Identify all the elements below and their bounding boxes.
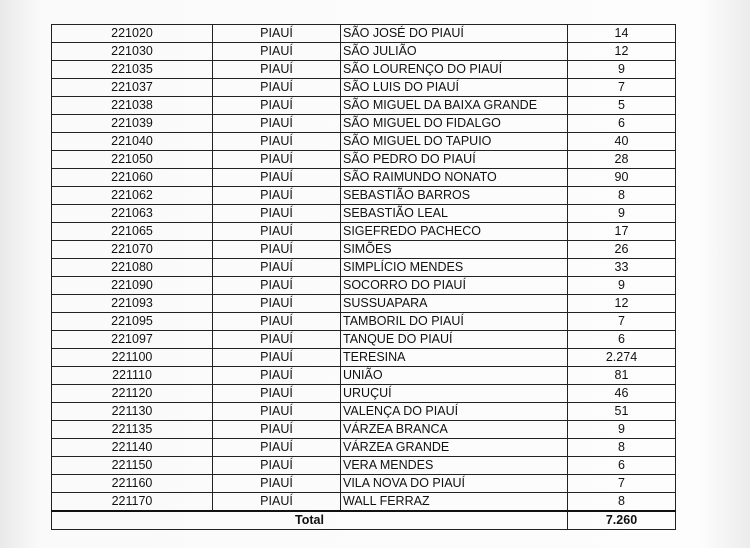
- state-cell: PIAUÍ: [213, 349, 341, 367]
- municipality-cell: VÁRZEA GRANDE: [341, 439, 568, 457]
- table-row: [52, 457, 676, 475]
- code-cell: 221038: [52, 97, 213, 115]
- state-cell: PIAUÍ: [213, 457, 341, 475]
- state-cell: PIAUÍ: [213, 277, 341, 295]
- table-row: [52, 313, 676, 331]
- state-cell: PIAUÍ: [213, 331, 341, 349]
- quantity-cell: 6: [568, 115, 676, 133]
- code-cell: 221135: [52, 421, 213, 439]
- quantity-cell: 12: [568, 295, 676, 313]
- municipality-cell: SIGEFREDO PACHECO: [341, 223, 568, 241]
- table-row: [52, 277, 676, 295]
- state-cell: PIAUÍ: [213, 403, 341, 421]
- total-label: Total: [52, 511, 568, 530]
- municipality-cell: SÃO RAIMUNDO NONATO: [341, 169, 568, 187]
- table-row: [52, 187, 676, 205]
- municipality-cell: SOCORRO DO PIAUÍ: [341, 277, 568, 295]
- quantity-cell: 7: [568, 313, 676, 331]
- table-row: [52, 295, 676, 313]
- code-cell: 221080: [52, 259, 213, 277]
- code-cell: 221040: [52, 133, 213, 151]
- quantity-cell: 8: [568, 187, 676, 205]
- table-row: [52, 439, 676, 457]
- state-cell: PIAUÍ: [213, 205, 341, 223]
- code-cell: 221140: [52, 439, 213, 457]
- table-row: [52, 169, 676, 187]
- quantity-cell: 2.274: [568, 349, 676, 367]
- state-cell: PIAUÍ: [213, 151, 341, 169]
- state-cell: PIAUÍ: [213, 475, 341, 493]
- code-cell: 221037: [52, 79, 213, 97]
- table-row: [52, 367, 676, 385]
- municipality-cell: VERA MENDES: [341, 457, 568, 475]
- municipality-cell: URUÇUÍ: [341, 385, 568, 403]
- municipality-cell: SÃO MIGUEL DO FIDALGO: [341, 115, 568, 133]
- table-row: [52, 349, 676, 367]
- code-cell: 221035: [52, 61, 213, 79]
- municipality-cell: SEBASTIÃO BARROS: [341, 187, 568, 205]
- code-cell: 221093: [52, 295, 213, 313]
- state-cell: PIAUÍ: [213, 385, 341, 403]
- code-cell: 221130: [52, 403, 213, 421]
- municipality-cell: UNIÃO: [341, 367, 568, 385]
- quantity-cell: 17: [568, 223, 676, 241]
- municipality-cell: SÃO MIGUEL DA BAIXA GRANDE: [341, 97, 568, 115]
- code-cell: 221050: [52, 151, 213, 169]
- municipality-cell: SÃO JOSÉ DO PIAUÍ: [341, 25, 568, 43]
- code-cell: 221095: [52, 313, 213, 331]
- table-row: [52, 43, 676, 61]
- table-row: [52, 115, 676, 133]
- code-cell: 221063: [52, 205, 213, 223]
- quantity-cell: 7: [568, 475, 676, 493]
- state-cell: PIAUÍ: [213, 25, 341, 43]
- municipality-cell: SIMÕES: [341, 241, 568, 259]
- quantity-cell: 12: [568, 43, 676, 61]
- quantity-cell: 46: [568, 385, 676, 403]
- table-row: [52, 421, 676, 439]
- table-row: [52, 493, 676, 512]
- table-row: [52, 223, 676, 241]
- table-row: [52, 403, 676, 421]
- state-cell: PIAUÍ: [213, 61, 341, 79]
- municipality-cell: VÁRZEA BRANCA: [341, 421, 568, 439]
- code-cell: 221170: [52, 493, 213, 512]
- municipality-cell: SIMPLÍCIO MENDES: [341, 259, 568, 277]
- quantity-cell: 6: [568, 457, 676, 475]
- code-cell: 221100: [52, 349, 213, 367]
- municipality-cell: SÃO MIGUEL DO TAPUIO: [341, 133, 568, 151]
- code-cell: 221097: [52, 331, 213, 349]
- table-row: [52, 475, 676, 493]
- quantity-cell: 26: [568, 241, 676, 259]
- quantity-cell: 9: [568, 421, 676, 439]
- quantity-cell: 28: [568, 151, 676, 169]
- quantity-cell: 90: [568, 169, 676, 187]
- quantity-cell: 81: [568, 367, 676, 385]
- state-cell: PIAUÍ: [213, 79, 341, 97]
- code-cell: 221039: [52, 115, 213, 133]
- table-body: [52, 25, 676, 530]
- table-row: [52, 151, 676, 169]
- code-cell: 221065: [52, 223, 213, 241]
- state-cell: PIAUÍ: [213, 367, 341, 385]
- quantity-cell: 5: [568, 97, 676, 115]
- state-cell: PIAUÍ: [213, 259, 341, 277]
- municipality-cell: TERESINA: [341, 349, 568, 367]
- state-cell: PIAUÍ: [213, 295, 341, 313]
- state-cell: PIAUÍ: [213, 187, 341, 205]
- code-cell: 221030: [52, 43, 213, 61]
- quantity-cell: 9: [568, 61, 676, 79]
- code-cell: 221110: [52, 367, 213, 385]
- code-cell: 221090: [52, 277, 213, 295]
- state-cell: PIAUÍ: [213, 241, 341, 259]
- municipality-cell: SÃO PEDRO DO PIAUÍ: [341, 151, 568, 169]
- total-value: 7.260: [568, 511, 676, 530]
- municipality-cell: TANQUE DO PIAUÍ: [341, 331, 568, 349]
- code-cell: 221060: [52, 169, 213, 187]
- municipality-cell: SUSSUAPARA: [341, 295, 568, 313]
- quantity-cell: 51: [568, 403, 676, 421]
- municipality-cell: VALENÇA DO PIAUÍ: [341, 403, 568, 421]
- code-cell: 221120: [52, 385, 213, 403]
- table-row: [52, 133, 676, 151]
- quantity-cell: 7: [568, 79, 676, 97]
- quantity-cell: 8: [568, 493, 676, 512]
- code-cell: 221020: [52, 25, 213, 43]
- municipality-table: [51, 24, 676, 530]
- state-cell: PIAUÍ: [213, 421, 341, 439]
- quantity-cell: 9: [568, 277, 676, 295]
- total-row: [52, 511, 676, 530]
- municipality-cell: SÃO LOURENÇO DO PIAUÍ: [341, 61, 568, 79]
- table-row: [52, 97, 676, 115]
- table-row: [52, 79, 676, 97]
- table-row: [52, 205, 676, 223]
- municipality-cell: WALL FERRAZ: [341, 493, 568, 512]
- quantity-cell: 9: [568, 205, 676, 223]
- municipality-cell: VILA NOVA DO PIAUÍ: [341, 475, 568, 493]
- code-cell: 221062: [52, 187, 213, 205]
- state-cell: PIAUÍ: [213, 493, 341, 512]
- table-row: [52, 241, 676, 259]
- state-cell: PIAUÍ: [213, 97, 341, 115]
- state-cell: PIAUÍ: [213, 133, 341, 151]
- state-cell: PIAUÍ: [213, 223, 341, 241]
- quantity-cell: 33: [568, 259, 676, 277]
- municipality-cell: SÃO JULIÃO: [341, 43, 568, 61]
- state-cell: PIAUÍ: [213, 313, 341, 331]
- table-row: [52, 25, 676, 43]
- table-row: [52, 385, 676, 403]
- table-row: [52, 259, 676, 277]
- state-cell: PIAUÍ: [213, 115, 341, 133]
- quantity-cell: 40: [568, 133, 676, 151]
- quantity-cell: 14: [568, 25, 676, 43]
- code-cell: 221160: [52, 475, 213, 493]
- state-cell: PIAUÍ: [213, 43, 341, 61]
- state-cell: PIAUÍ: [213, 169, 341, 187]
- code-cell: 221070: [52, 241, 213, 259]
- municipality-cell: SEBASTIÃO LEAL: [341, 205, 568, 223]
- table-row: [52, 331, 676, 349]
- quantity-cell: 8: [568, 439, 676, 457]
- municipality-cell: SÃO LUIS DO PIAUÍ: [341, 79, 568, 97]
- state-cell: PIAUÍ: [213, 439, 341, 457]
- quantity-cell: 6: [568, 331, 676, 349]
- code-cell: 221150: [52, 457, 213, 475]
- table-row: [52, 61, 676, 79]
- municipality-cell: TAMBORIL DO PIAUÍ: [341, 313, 568, 331]
